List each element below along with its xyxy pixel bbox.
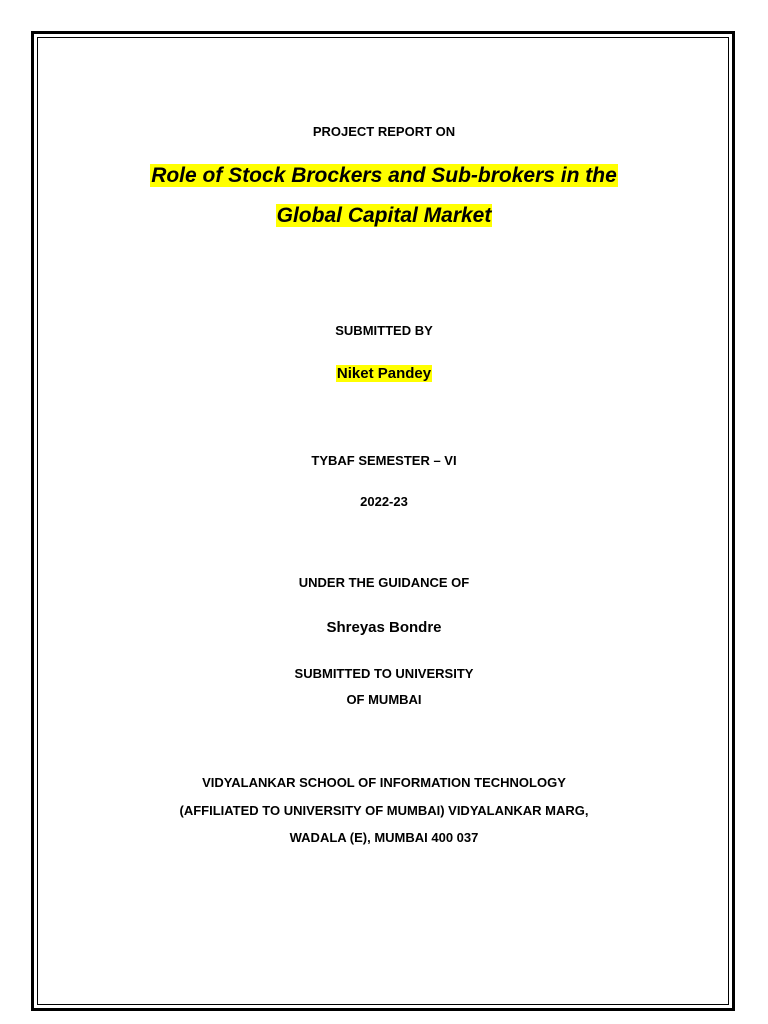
institution-line-1-text: VIDYALANKAR SCHOOL OF INFORMATION TECHNOLOGY xyxy=(202,775,566,790)
submitted-to-line-1-text: SUBMITTED TO UNIVERSITY xyxy=(294,666,474,681)
semester-text: TYBAF SEMESTER – VI xyxy=(311,453,457,468)
institution-line-2-text: (AFFILIATED TO UNIVERSITY OF MUMBAI) VIDYALANKAR MARG, xyxy=(179,803,589,818)
guide-name xyxy=(0,619,768,636)
guidance-label-text: UNDER THE GUIDANCE OF xyxy=(298,575,470,590)
guidance-label xyxy=(0,575,768,590)
title-line-2-text: Global Capital Market xyxy=(276,204,492,227)
title-line-1-text: Role of Stock Brockers and Sub-brokers in the xyxy=(151,164,617,187)
submitted-to-line-2 xyxy=(0,692,768,707)
academic-year-text: 2022-23 xyxy=(360,494,408,509)
student-name xyxy=(0,365,768,382)
submitted-to-line-2-text: OF MUMBAI xyxy=(346,692,422,707)
institution-line-1 xyxy=(0,775,768,790)
semester-line xyxy=(0,453,768,468)
institution-line-3-text: WADALA (E), MUMBAI 400 037 xyxy=(289,830,479,845)
submitted-by-label-text: SUBMITTED BY xyxy=(335,323,433,338)
academic-year xyxy=(0,494,768,509)
report-label xyxy=(0,124,768,139)
student-name-text: Niket Pandey xyxy=(336,365,432,382)
report-label-text: PROJECT REPORT ON xyxy=(312,124,456,139)
title-line-1 xyxy=(0,164,768,188)
title-line-2 xyxy=(0,204,768,228)
submitted-to-line-1 xyxy=(0,666,768,681)
guide-name-text: Shreyas Bondre xyxy=(326,619,442,636)
institution-line-2 xyxy=(0,803,768,818)
institution-line-3 xyxy=(0,830,768,845)
submitted-by-label xyxy=(0,323,768,338)
